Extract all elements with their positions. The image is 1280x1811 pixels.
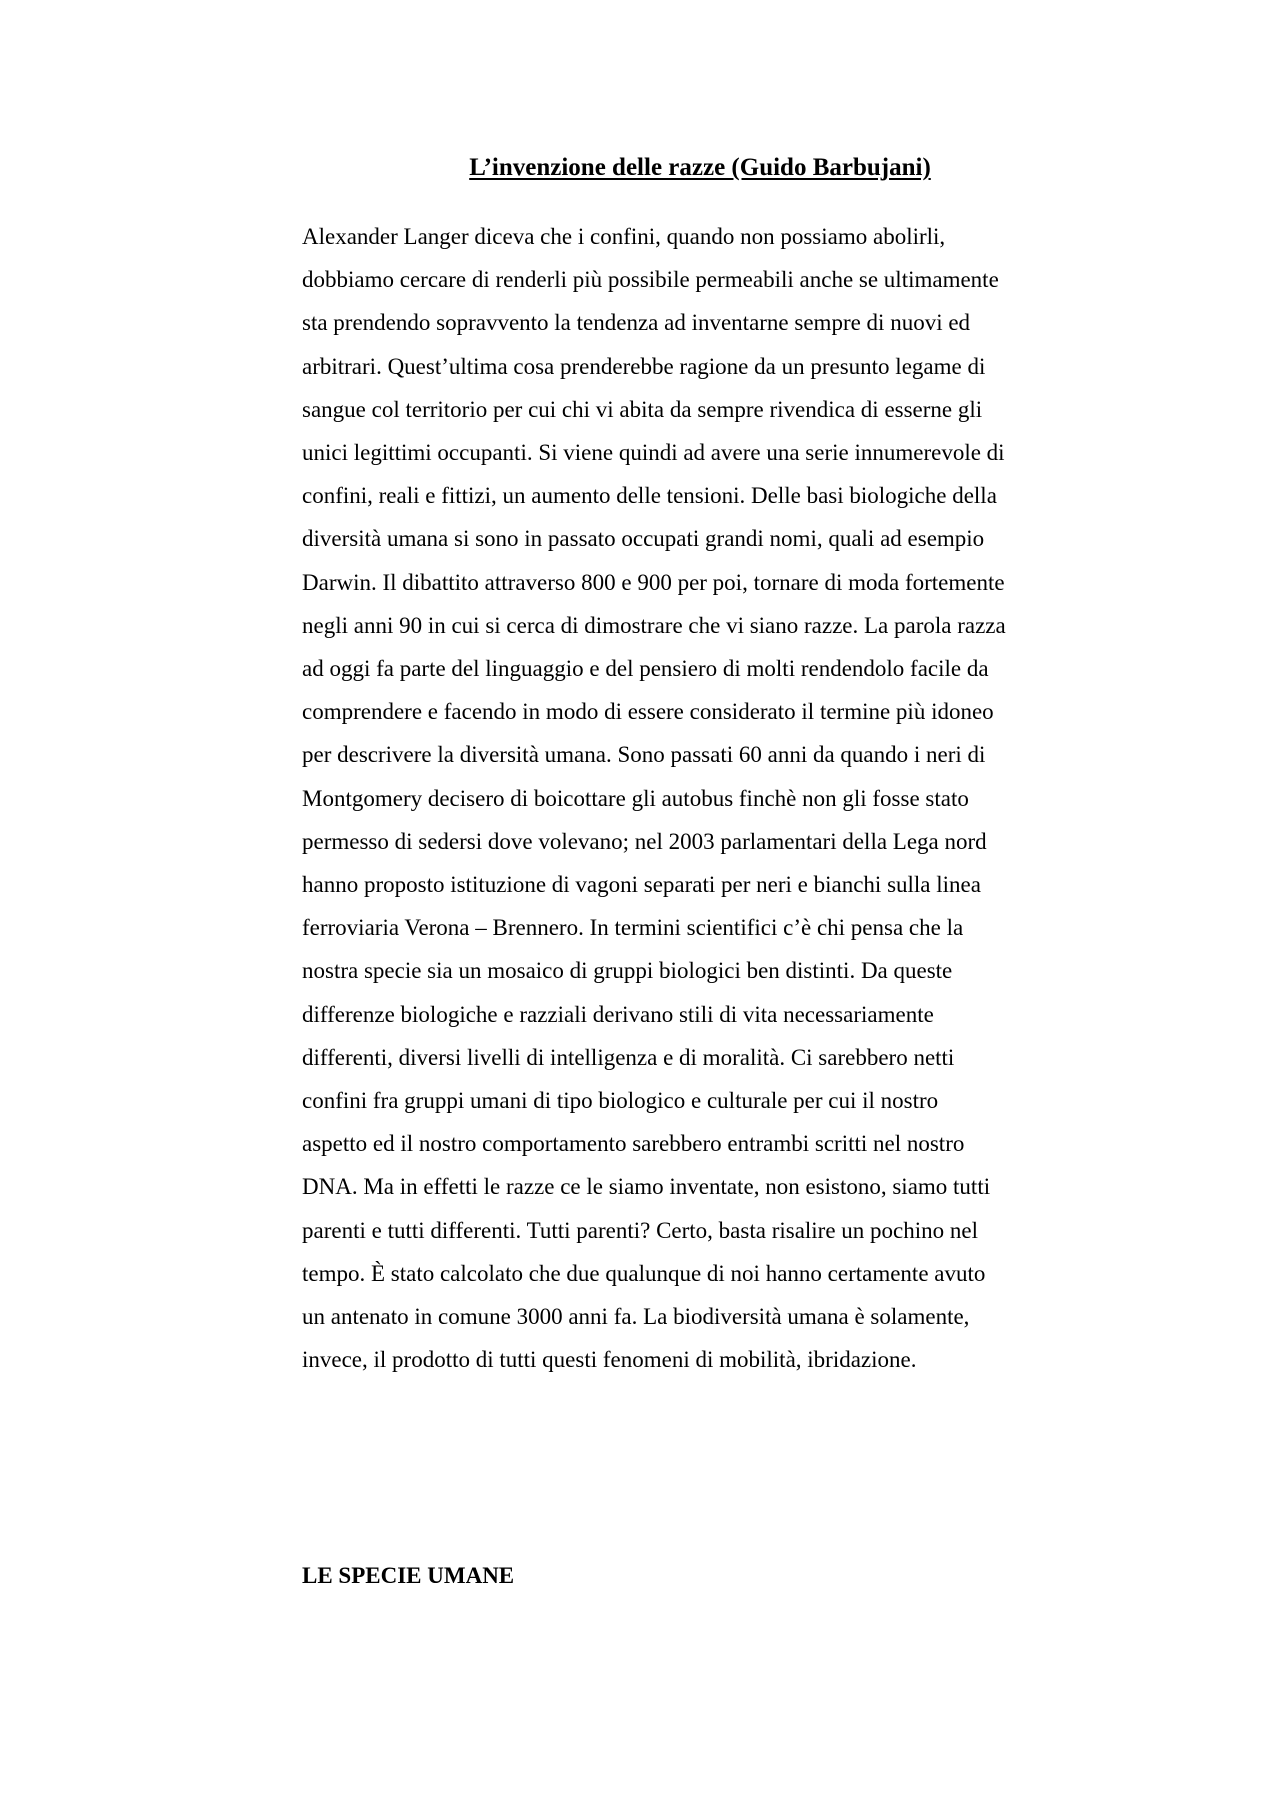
paragraph-line: parenti e tutti differenti. Tutti parenti? Certo, basta risalire un pochino nel	[302, 1217, 978, 1243]
paragraph-line: Alexander Langer diceva che i confini, quando non possiamo abolirli,	[302, 224, 946, 249]
paragraph-line: sangue col territorio per cui chi vi abita da sempre rivendica di esserne gli	[302, 396, 983, 422]
paragraph-line: diversità umana si sono in passato occupati grandi nomi, quali ad esempio	[302, 526, 985, 552]
paragraph-line: negli anni 90 in cui si cerca di dimostrare che vi siano razze. La parola razza	[302, 612, 1006, 638]
paragraph-line: un antenato in comune 3000 anni fa. La biodiversità umana è solamente,	[302, 1304, 970, 1330]
paragraph-line: Montgomery decisero di boicottare gli autobus finchè non gli fosse stato	[302, 785, 969, 811]
paragraph-line: dobbiamo cercare di renderli più possibile permeabili anche se ultimamente	[302, 267, 999, 293]
paragraph-line: per descrivere la diversità umana. Sono passati 60 anni da quando i neri di	[302, 742, 986, 768]
paragraph-line: confini, reali e fittizi, un aumento delle tensioni. Delle basi biologiche della	[302, 483, 997, 509]
document-title: L’invenzione delle razze (Guido Barbujani)	[469, 154, 931, 181]
paragraph-line: unici legittimi occupanti. Si viene quindi ad avere una serie innumerevole di	[302, 440, 1005, 466]
paragraph-line: nostra specie sia un mosaico di gruppi biologici ben distinti. Da queste	[302, 958, 953, 984]
body-paragraph	[302, 215, 1102, 1381]
paragraph-line: confini fra gruppi umani di tipo biologico e culturale per cui il nostro	[302, 1088, 939, 1114]
paragraph-line: Darwin. Il dibattito attraverso 800 e 900 per poi, tornare di moda fortemente	[302, 569, 1005, 595]
paragraph-line: aspetto ed il nostro comportamento sarebbero entrambi scritti nel nostro	[302, 1131, 965, 1157]
paragraph-line: differenti, diversi livelli di intelligenza e di moralità. Ci sarebbero netti	[302, 1044, 955, 1070]
paragraph-line: permesso di sedersi dove volevano; nel 2003 parlamentari della Lega nord	[302, 828, 987, 854]
section-heading: LE SPECIE UMANE	[302, 1563, 515, 1588]
paragraph-line: differenze biologiche e razziali derivano stili di vita necessariamente	[302, 1001, 934, 1027]
paragraph-line: ad oggi fa parte del linguaggio e del pensiero di molti rendendolo facile da	[302, 656, 989, 682]
paragraph-line: arbitrari. Quest’ultima cosa prenderebbe ragione da un presunto legame di	[302, 353, 986, 379]
paragraph-line: hanno proposto istituzione di vagoni separati per neri e bianchi sulla linea	[302, 872, 981, 898]
paragraph-line: DNA. Ma in effetti le razze ce le siamo inventate, non esistono, siamo tutti	[302, 1174, 991, 1200]
paragraph-line: sta prendendo sopravvento la tendenza ad inventarne sempre di nuovi ed	[302, 310, 971, 336]
paragraph-line: invece, il prodotto di tutti questi fenomeni di mobilità, ibridazione.	[302, 1347, 917, 1373]
paragraph-line: comprendere e facendo in modo di essere considerato il termine più idoneo	[302, 699, 994, 725]
paragraph-line: tempo. È stato calcolato che due qualunque di noi hanno certamente avuto	[302, 1260, 986, 1286]
paragraph-line: ferroviaria Verona – Brennero. In termini scientifici c’è chi pensa che la	[302, 915, 964, 941]
